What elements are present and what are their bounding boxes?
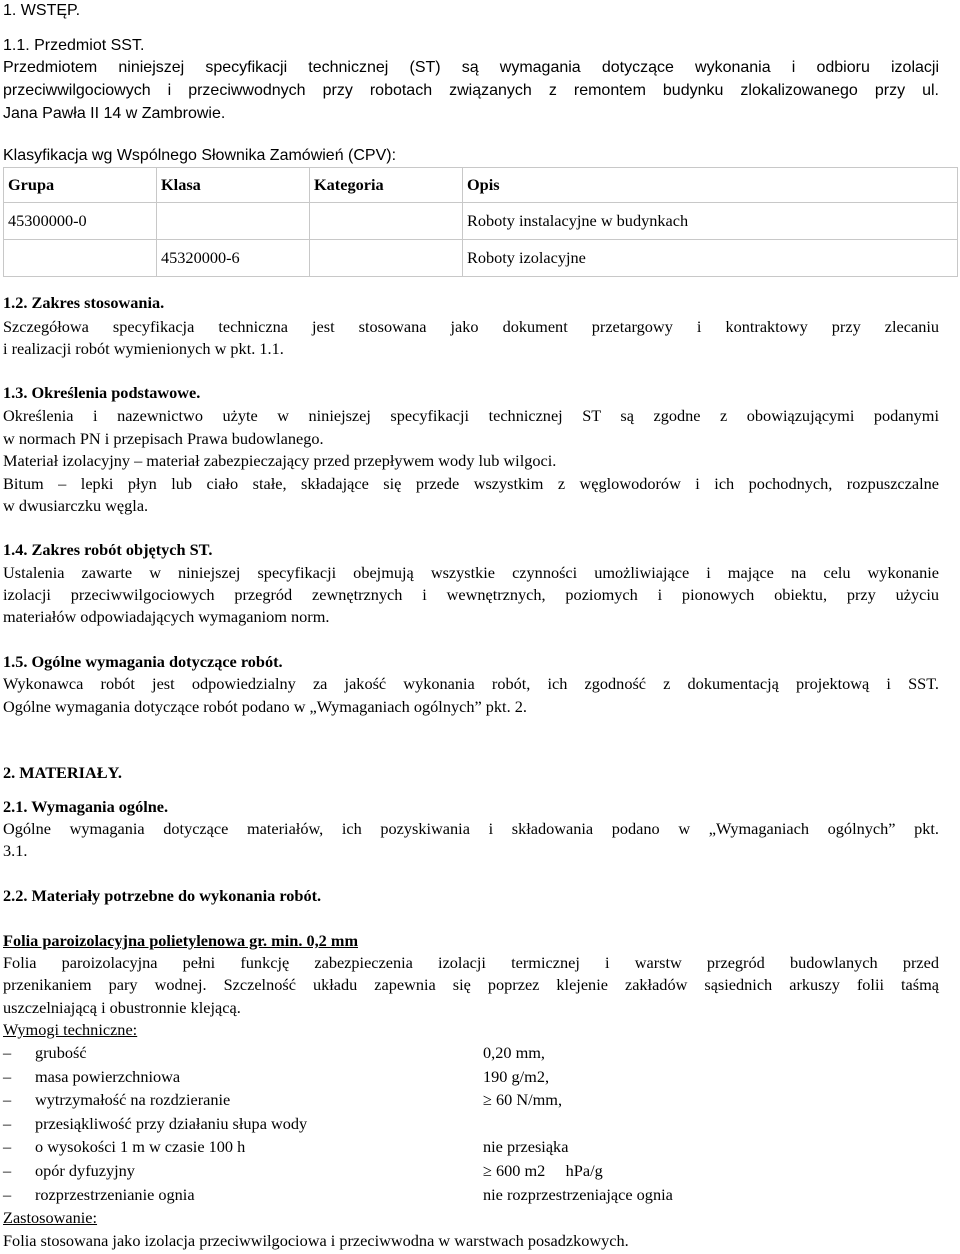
section-1-4-line-2: izolacji przeciwwilgociowych przegród zewnętrznych i wewnętrznych, poziomych i pionowych obiektu, przy użyciu — [3, 585, 939, 604]
cpv-cell-opis: Roboty izolacyjne — [463, 240, 958, 277]
list-item — [3, 1089, 939, 1112]
requirement-name: opór dyfuzyjny — [35, 1161, 135, 1180]
section-1-heading: 1. WSTĘP. — [3, 2, 81, 19]
cpv-header-opis: Opis — [463, 168, 958, 203]
section-1-5-heading: 1.5. Ogólne wymagania dotyczące robót. — [3, 652, 283, 671]
dash-bullet: – — [3, 1043, 12, 1062]
dash-bullet: – — [3, 1090, 12, 1109]
list-item — [3, 1042, 939, 1065]
section-1-4-line-1: Ustalenia zawarte w niniejszej specyfikacji obejmują wszystkie czynności umożliwiające i mające na celu wykonanie — [3, 563, 939, 582]
cpv-cell-klasa — [157, 203, 310, 240]
requirements-label: Wymogi techniczne: — [3, 1020, 138, 1039]
section-2-heading: 2. MATERIAŁY. — [3, 763, 122, 782]
use-label: Zastosowanie: — [3, 1208, 98, 1227]
section-1-1-line-1: Przedmiotem niniejszej specyfikacji technicznej (ST) są wymagania dotyczące wykonania i odbioru izolacji — [3, 59, 939, 76]
dash-bullet: – — [3, 1114, 12, 1133]
cpv-cell-kategoria — [310, 240, 463, 277]
list-item — [3, 1113, 939, 1136]
cpv-cell-kategoria — [310, 203, 463, 240]
requirement-value: nie przesiąka — [483, 1137, 569, 1156]
cpv-header-klasa: Klasa — [157, 168, 310, 203]
requirement-name: przesiąkliwość przy działaniu słupa wody — [35, 1114, 308, 1133]
section-1-3-line-3: Materiał izolacyjny – materiał zabezpieczający przed przepływem wody lub wilgoci. — [3, 451, 557, 470]
section-1-2-line-1: Szczegółowa specyfikacja techniczna jest stosowana jako dokument przetargowy i kontraktowy przy zlecaniu — [3, 317, 939, 336]
table-row — [4, 203, 958, 240]
cpv-cell-grupa: 45300000-0 — [4, 203, 157, 240]
folia-heading: Folia paroizolacyjna polietylenowa gr. min. 0,2 mm — [3, 931, 359, 950]
section-2-1-line-1: Ogólne wymagania dotyczące materiałów, ich pozyskiwania i składowania podano w „Wymaganiach ogólnych” pkt. — [3, 819, 939, 838]
requirement-value: ≥ 600 m2 hPa/g — [483, 1161, 603, 1180]
requirement-name: wytrzymałość na rozdzieranie — [35, 1090, 231, 1109]
cpv-table — [3, 167, 958, 277]
section-1-2-heading: 1.2. Zakres stosowania. — [3, 293, 165, 312]
section-1-2-line-2: i realizacji robót wymienionych w pkt. 1.1. — [3, 339, 284, 358]
list-item — [3, 1066, 939, 1089]
dash-bullet: – — [3, 1137, 12, 1156]
cpv-caption: Klasyfikacja wg Wspólnego Słownika Zamówień (CPV): — [3, 147, 397, 164]
requirement-value: 0,20 mm, — [483, 1043, 545, 1062]
section-1-1-heading: 1.1. Przedmiot SST. — [3, 37, 145, 54]
section-1-4-heading: 1.4. Zakres robót objętych ST. — [3, 540, 213, 559]
cpv-header-row — [4, 168, 958, 203]
requirement-name: masa powierzchniowa — [35, 1067, 181, 1086]
section-2-1-heading: 2.1. Wymagania ogólne. — [3, 797, 169, 816]
section-1-5-line-1: Wykonawca robót jest odpowiedzialny za jakość wykonania robót, ich zgodność z dokumentacją projektową i SST. — [3, 674, 939, 693]
section-2-1-line-2: 3.1. — [3, 841, 28, 860]
section-2-2-heading: 2.2. Materiały potrzebne do wykonania robót. — [3, 886, 322, 905]
cpv-cell-opis: Roboty instalacyjne w budynkach — [463, 203, 958, 240]
list-item — [3, 1160, 939, 1183]
requirement-value: nie rozprzestrzeniające ognia — [483, 1185, 673, 1204]
folia-line-3: uszczelniającą i obustronnie klejącą. — [3, 998, 241, 1017]
dash-bullet: – — [3, 1161, 12, 1180]
section-1-1-line-2: przeciwwilgociowych i przeciwwodnych przy robotach związanych z remontem budynku zlokalizowanego przy ul. — [3, 82, 939, 99]
list-item — [3, 1136, 939, 1159]
requirement-value: ≥ 60 N/mm, — [483, 1090, 563, 1109]
list-item — [3, 1184, 939, 1207]
section-1-3-line-5: w dwusiarczku węgla. — [3, 496, 149, 515]
section-1-3-line-1: Określenia i nazewnictwo użyte w niniejszej specyfikacji technicznej ST są zgodne z obowiązującymi podanymi — [3, 406, 939, 425]
requirement-name: rozprzestrzenianie ognia — [35, 1185, 195, 1204]
requirement-value: 190 g/m2, — [483, 1067, 550, 1086]
cpv-header-grupa: Grupa — [4, 168, 157, 203]
section-1-3-line-2: w normach PN i przepisach Prawa budowlanego. — [3, 429, 324, 448]
cpv-header-kategoria: Kategoria — [310, 168, 463, 203]
use-text: Folia stosowana jako izolacja przeciwwilgociowa i przeciwwodna w warstwach posadzkowych. — [3, 1231, 629, 1250]
section-1-1-line-3: Jana Pawła II 14 w Zambrowie. — [3, 105, 226, 122]
dash-bullet: – — [3, 1185, 12, 1204]
requirement-name: grubość — [35, 1043, 87, 1062]
requirement-name: o wysokości 1 m w czasie 100 h — [35, 1137, 246, 1156]
cpv-cell-klasa: 45320000-6 — [157, 240, 310, 277]
dash-bullet: – — [3, 1067, 12, 1086]
folia-line-2: przenikaniem pary wodnej. Szczelność układu zapewnia się poprzez klejenie zakładów sąsiednich arkuszy folii taśmą — [3, 975, 939, 994]
folia-line-1: Folia paroizolacyjna pełni funkcję zabezpieczenia izolacji termicznej i warstw przegród budowlanych przed — [3, 953, 939, 972]
section-1-5-line-2: Ogólne wymagania dotyczące robót podano w „Wymaganiach ogólnych” pkt. 2. — [3, 697, 527, 716]
cpv-cell-grupa — [4, 240, 157, 277]
table-row — [4, 240, 958, 277]
section-1-3-line-4: Bitum – lepki płyn lub ciało stałe, składające się przede wszystkim z węglowodorów i ich pochodnych, rozpuszczalne — [3, 474, 939, 493]
section-1-3-heading: 1.3. Określenia podstawowe. — [3, 383, 201, 402]
section-1-4-line-3: materiałów odpowiadających wymaganiom norm. — [3, 607, 330, 626]
